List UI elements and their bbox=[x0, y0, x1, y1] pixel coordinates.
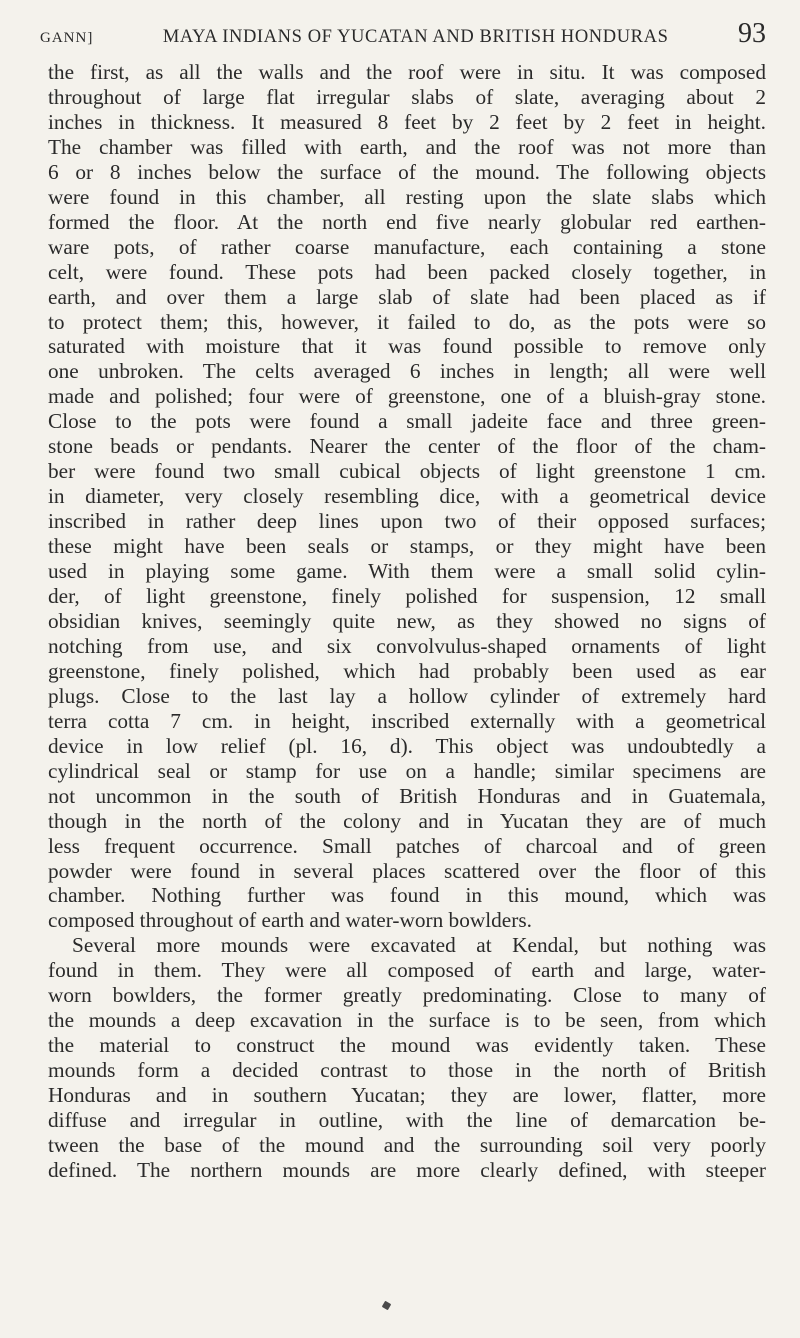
header-author: GANN] bbox=[40, 30, 94, 46]
text-line: inscribed in rather deep lines upon two of their opposed surfaces; bbox=[48, 509, 766, 534]
text-line: ware pots, of rather coarse manufacture, each containing a stone bbox=[48, 234, 766, 259]
text-line: worn bowlders, the former greatly predominating. Close to many of bbox=[48, 983, 766, 1008]
text-line: formed the floor. At the north end five nearly globular red earthen- bbox=[48, 209, 766, 234]
text-line: powder were found in several places scattered over the floor of this bbox=[48, 858, 766, 883]
text-line: plugs. Close to the last lay a hollow cylinder of extremely hard bbox=[48, 683, 766, 708]
text-line: Honduras and in southern Yucatan; they are lower, flatter, more bbox=[48, 1083, 766, 1108]
text-line: Several more mounds were excavated at Kendal, but nothing was bbox=[72, 933, 766, 958]
text-line: to protect them; this, however, it failed to do, as the pots were so bbox=[48, 309, 766, 334]
text-line: the first, as all the walls and the roof were in situ. It was composed bbox=[48, 60, 766, 84]
text-line: one unbroken. The celts averaged 6 inches in length; all were well bbox=[48, 359, 766, 384]
text-line: less frequent occurrence. Small patches of charcoal and of green bbox=[48, 833, 766, 858]
ink-mark bbox=[382, 1301, 392, 1311]
text-line: ber were found two small cubical objects of light greenstone 1 cm. bbox=[48, 459, 766, 484]
text-line: used in playing some game. With them were a small solid cylin- bbox=[48, 559, 766, 584]
text-line: der, of light greenstone, finely polished for suspension, 12 small bbox=[48, 584, 766, 609]
text-line: made and polished; four were of greenstone, one of a bluish-gray stone. bbox=[48, 384, 766, 409]
text-line: tween the base of the mound and the surrounding soil very poorly bbox=[48, 1132, 766, 1157]
text-line: inches in thickness. It measured 8 feet by 2 feet by 2 feet in height. bbox=[48, 109, 766, 134]
text-line: diffuse and irregular in outline, with the line of demarcation be- bbox=[48, 1108, 766, 1133]
page-number: 93 bbox=[738, 18, 766, 49]
text-line: in diameter, very closely resembling dice, with a geometrical device bbox=[48, 484, 766, 509]
text-line: mounds form a decided contrast to those in the north of British bbox=[48, 1058, 766, 1083]
body-text bbox=[48, 60, 766, 1183]
running-title: MAYA INDIANS OF YUCATAN AND BRITISH HONDURAS bbox=[162, 27, 669, 47]
text-line: the mounds a deep excavation in the surface is to be seen, from which bbox=[48, 1008, 766, 1033]
text-line: cylindrical seal or stamp for use on a handle; similar specimens are bbox=[48, 758, 766, 783]
text-line: terra cotta 7 cm. in height, inscribed externally with a geometrical bbox=[48, 708, 766, 733]
text-line: were found in this chamber, all resting upon the slate slabs which bbox=[48, 184, 766, 209]
text-line: chamber. Nothing further was found in this mound, which was bbox=[48, 883, 766, 908]
text-line: greenstone, finely polished, which had probably been used as ear bbox=[48, 658, 766, 683]
text-line: 6 or 8 inches below the surface of the mound. The following objects bbox=[48, 159, 766, 184]
page-header bbox=[40, 18, 766, 58]
text-line: though in the north of the colony and in Yucatan they are of much bbox=[48, 808, 766, 833]
text-line: these might have been seals or stamps, or they might have been bbox=[48, 534, 766, 559]
text-line: celt, were found. These pots had been packed closely together, in bbox=[48, 259, 766, 284]
text-line: throughout of large flat irregular slabs of slate, averaging about 2 bbox=[48, 84, 766, 109]
text-line: the material to construct the mound was evidently taken. These bbox=[48, 1033, 766, 1058]
text-line: notching from use, and six convolvulus-shaped ornaments of light bbox=[48, 633, 766, 658]
text-line: device in low relief (pl. 16, d). This object was undoubtedly a bbox=[48, 733, 766, 758]
text-line: The chamber was filled with earth, and the roof was not more than bbox=[48, 134, 766, 159]
text-line: found in them. They were all composed of earth and large, water- bbox=[48, 958, 766, 983]
text-line: earth, and over them a large slab of slate had been placed as if bbox=[48, 284, 766, 309]
text-line: defined. The northern mounds are more clearly defined, with steeper bbox=[48, 1157, 766, 1182]
text-line: Close to the pots were found a small jadeite face and three green- bbox=[48, 409, 766, 434]
text-line: stone beads or pendants. Nearer the center of the floor of the cham- bbox=[48, 434, 766, 459]
text-line: obsidian knives, seemingly quite new, as they showed no signs of bbox=[48, 608, 766, 633]
text-line: not uncommon in the south of British Honduras and in Guatemala, bbox=[48, 783, 766, 808]
text-line: saturated with moisture that it was found possible to remove only bbox=[48, 334, 766, 359]
text-line: composed throughout of earth and water-worn bowlders. bbox=[48, 908, 532, 933]
